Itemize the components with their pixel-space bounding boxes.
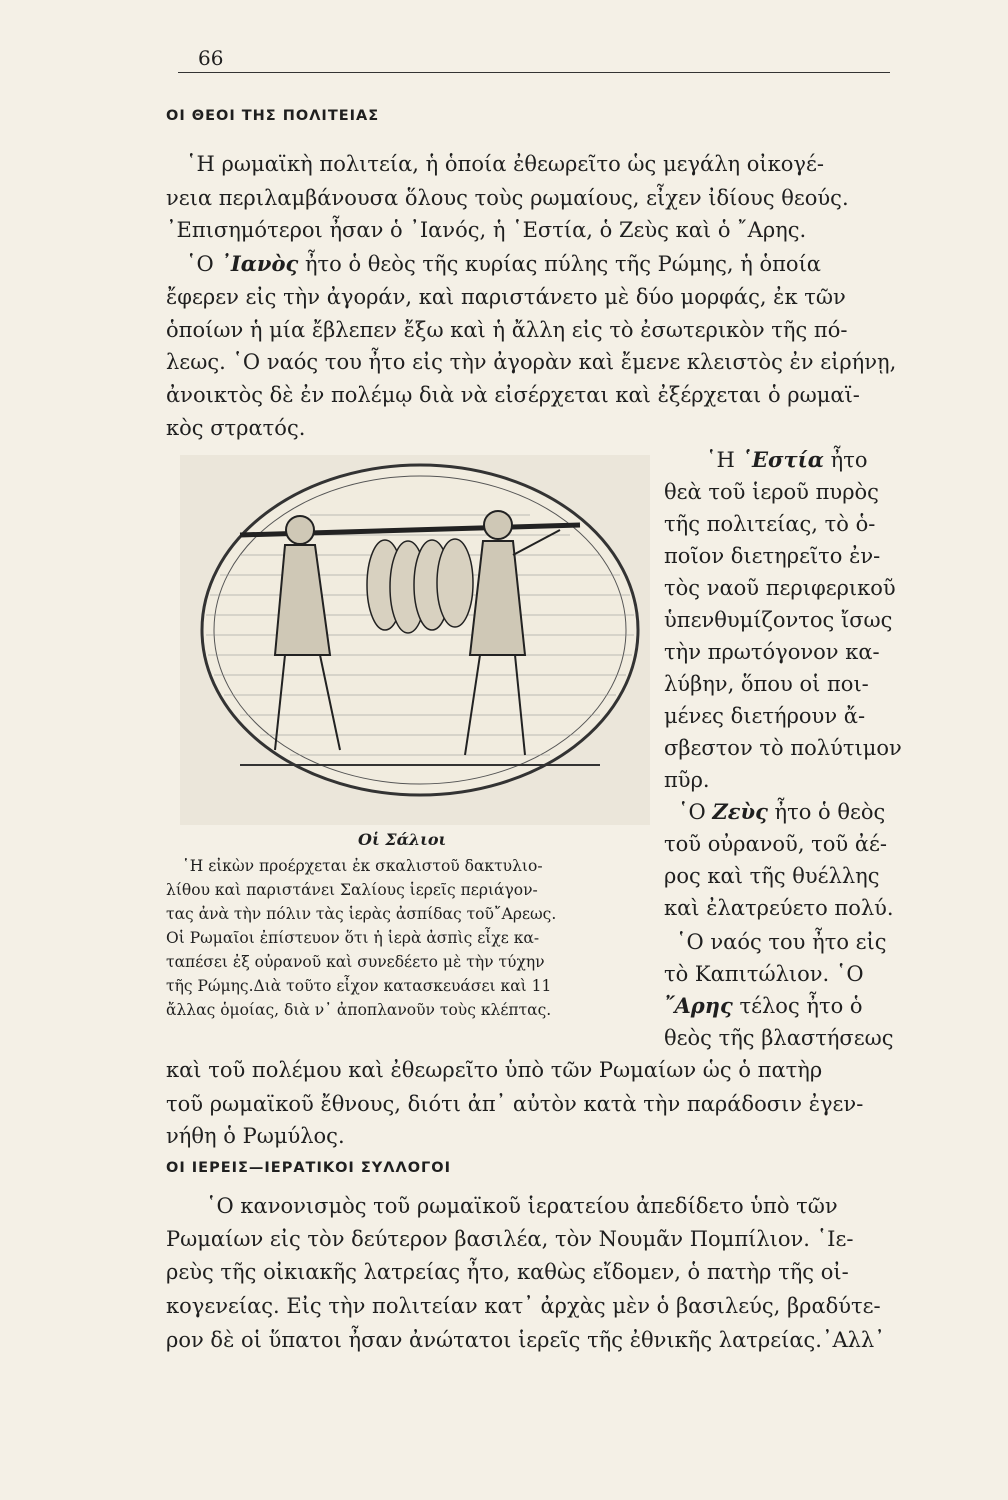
text-line: ῾Ο ναός του ἦτο εἰς <box>676 930 887 954</box>
header-rule <box>178 72 890 73</box>
term-zeus: Ζεὺς <box>712 799 768 824</box>
text-fragment: ῾Ο <box>678 800 713 824</box>
text-line: ρος καὶ τῆς θυέλλης <box>664 864 880 888</box>
text-line <box>678 798 885 826</box>
text-line: σβεστον τὸ πολύτιμον <box>664 736 902 760</box>
text-line: Ρωμαίων εἰς τὸν δεύτερον βασιλέα, τὸν Νουμᾶν Πομπίλιον. ῾Ιε- <box>166 1227 854 1251</box>
text-line: μένες διετήρουν ἄ- <box>664 704 866 728</box>
text-line: θεὸς τῆς βλαστήσεως <box>664 1026 894 1050</box>
text-line: ρον δὲ οἱ ὕπατοι ἦσαν ἀνώτατοι ἱερεῖς τῆς ἐθνικῆς λατρείας.᾿Αλλ᾿ <box>166 1328 885 1352</box>
text-line: ποῖον διετηρεῖτο ἐν- <box>664 544 881 568</box>
text-line: τὴν πρωτόγονον κα- <box>664 640 880 664</box>
text-fragment: τέλος ἦτο ὁ <box>732 994 863 1018</box>
page-number: 66 <box>198 46 224 70</box>
text-line: τοῦ οὐρανοῦ, τοῦ ἀέ- <box>664 832 888 856</box>
text-line: ἀνοικτὸς δὲ ἐν πολέμῳ διὰ νὰ εἰσέρχεται καὶ ἐξέρχεται ὁ ρωμαϊ- <box>166 383 860 407</box>
text-line <box>706 446 867 474</box>
text-line: ἔφερεν εἰς τὴν ἀγοράν, καὶ παριστάνετο μὲ δύο μορφάς, ἐκ τῶν <box>166 285 846 309</box>
text-fragment: ῾Η <box>706 448 742 472</box>
text-line: ὑπενθυμίζοντος ἴσως <box>664 608 893 632</box>
text-line: κὸς στρατός. <box>166 416 306 440</box>
text-fragment: ῾Ο <box>186 252 221 276</box>
term-janus: ᾿Ιανὸς <box>220 251 299 276</box>
text-line: κογενείας. Εἰς τὴν πολιτείαν κατ᾿ ἀρχὰς μὲν ὁ βασιλεύς, βραδύτε- <box>166 1294 881 1318</box>
text-line: λεως. ῾Ο ναός του ἦτο εἰς τὴν ἀγορὰν καὶ ἔμενε κλειστὸς ἐν εἰρήνῃ, <box>166 350 897 374</box>
text-line: νεια περιλαμβάνουσα ὅλους τοὺς ρωμαίους, εἶχεν ἰδίους θεούς. <box>166 186 849 210</box>
text-line: ᾿Επισημότεροι ἦσαν ὁ ᾿Ιανός, ἡ ῾Εστία, ὁ Ζεὺς καὶ ὁ ῎Αρης. <box>166 218 807 242</box>
text-line: καὶ ἐλατρεύετο πολύ. <box>664 896 894 920</box>
caption-line: Οἱ Ρωμαῖοι ἐπίστευον ὅτι ἡ ἱερὰ ἀσπὶς εἶχε κα- <box>166 929 540 947</box>
caption-line: λίθου καὶ παριστάνει Σαλίους ἱερεῖς περιάγον- <box>166 881 538 899</box>
text-line <box>664 992 863 1020</box>
caption-line: τας ἀνὰ τὴν πόλιν τὰς ἱερὰς ἀσπίδας τοῦ῎Αρεως. <box>166 905 557 923</box>
text-line: ὁποίων ἡ μία ἔβλεπεν ἔξω καὶ ἡ ἄλλη εἰς τὸ ἐσωτερικὸν τῆς πό- <box>166 318 848 342</box>
figure-caption-title: Οἱ Σάλιοι <box>358 830 447 849</box>
text-line: τὸς ναοῦ περιφερικοῦ <box>664 576 896 600</box>
figure-salii <box>180 455 650 825</box>
caption-line: τῆς Ρώμης.Διὰ τοῦτο εἶχον κατασκευάσει καὶ 11 <box>166 977 552 995</box>
section-heading-priests: ΟΙ ΙΕΡΕΙΣ—ΙΕΡΑΤΙΚΟΙ ΣΥΛΛΟΓΟΙ <box>166 1160 451 1176</box>
text-line: ρεὺς τῆς οἰκιακῆς λατρείας ἦτο, καθὼς εἴδομεν, ὁ πατὴρ τῆς οἰ- <box>166 1260 849 1284</box>
text-line: ῾Ο κανονισμὸς τοῦ ρωμαϊκοῦ ἱερατείου ἀπεδίδετο ὑπὸ τῶν <box>206 1194 838 1218</box>
text-fragment: ἦτο ὁ θεὸς <box>767 800 886 824</box>
text-fragment: ἦτο <box>823 448 868 472</box>
text-line: νήθη ὁ Ρωμύλος. <box>166 1124 345 1148</box>
term-hestia: ῾Εστία <box>741 447 824 472</box>
text-line: τοῦ ρωμαϊκοῦ ἔθνους, διότι ἀπ᾿ αὐτὸν κατὰ τὴν παράδοσιν ἐγεν- <box>166 1092 864 1116</box>
text-line: τὸ Καπιτώλιον. ῾Ο <box>664 962 864 986</box>
section-heading-gods: ΟΙ ΘΕΟΙ ΤΗΣ ΠΟΛΙΤΕΙΑΣ <box>166 108 380 124</box>
caption-line: ἄλλας ὁμοίας, διὰ ν᾿ ἀποπλανοῦν τοὺς κλέπτας. <box>166 1001 552 1019</box>
text-line: τῆς πολιτείας, τὸ ὁ- <box>664 512 876 536</box>
caption-line: ταπέσει ἐξ οὐρανοῦ καὶ συνεδέετο μὲ τὴν τύχην <box>166 953 545 971</box>
text-line <box>186 250 821 278</box>
caption-line: ῾Η εἰκὼν προέρχεται ἐκ σκαλιστοῦ δακτυλιο- <box>182 857 543 875</box>
text-line: θεὰ τοῦ ἱεροῦ πυρὸς <box>664 480 879 504</box>
text-line: ῾Η ρωμαϊκὴ πολιτεία, ἡ ὁποία ἐθεωρεῖτο ὡς μεγάλη οἰκογέ- <box>186 152 824 176</box>
engraved-gem-icon <box>180 455 650 825</box>
term-ares: ῎Αρης <box>664 993 733 1018</box>
text-line: πῦρ. <box>664 768 710 792</box>
text-line: λύβην, ὅπου οἱ ποι- <box>664 672 869 696</box>
text-fragment: ἦτο ὁ θεὸς τῆς κυρίας πύλης τῆς Ρώμης, ἡ ὁποία <box>298 252 821 276</box>
text-line: καὶ τοῦ πολέμου καὶ ἐθεωρεῖτο ὑπὸ τῶν Ρωμαίων ὡς ὁ πατὴρ <box>166 1058 823 1082</box>
